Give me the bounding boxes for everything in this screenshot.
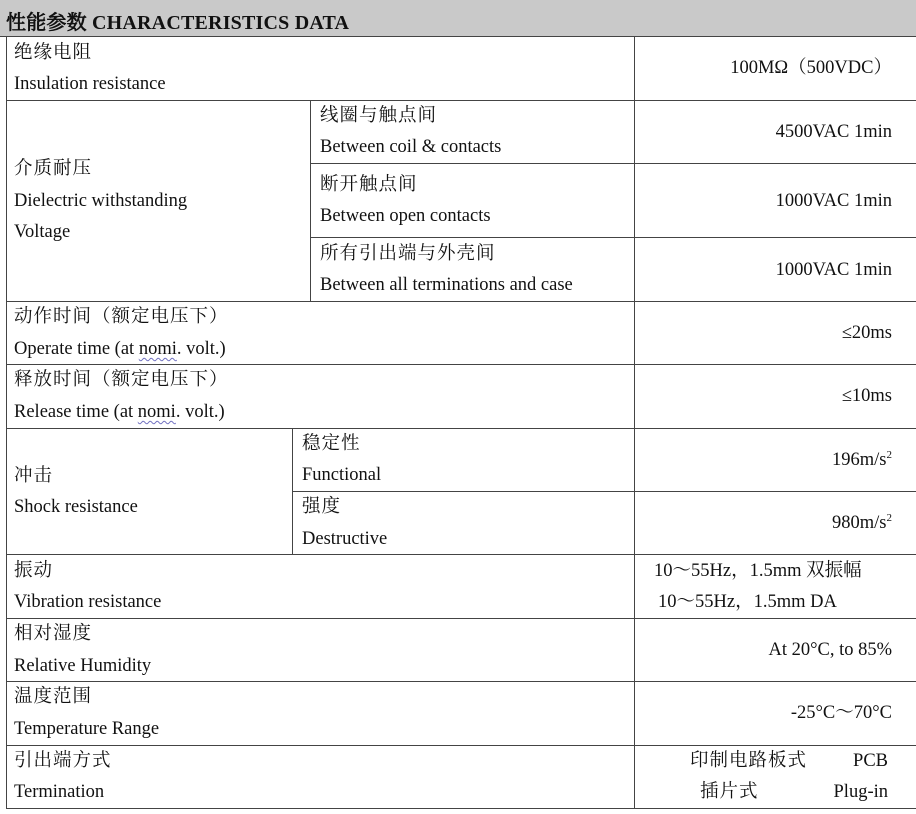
humidity-label-en: Relative Humidity bbox=[14, 656, 152, 676]
vibration-value: 10～55Hz，1.5mm 双振幅 bbox=[654, 561, 862, 581]
termination-option-en: Plug-in bbox=[833, 782, 888, 802]
row-divider bbox=[6, 745, 634, 746]
vibration-label-en: Vibration resistance bbox=[14, 592, 162, 612]
operate-label-en: Operate time (at nomi. volt.) bbox=[14, 339, 226, 359]
shock-sub-label-en: Destructive bbox=[302, 529, 388, 549]
humidity-label-zh: 相对湿度 bbox=[14, 624, 93, 644]
dielectric-sub-label-zh: 所有引出端与外壳间 bbox=[320, 244, 496, 264]
row-divider bbox=[6, 100, 634, 101]
termination-label-zh: 引出端方式 bbox=[14, 751, 112, 771]
release-label-en: Release time (at nomi. volt.) bbox=[14, 402, 225, 422]
dielectric-sub-label-zh: 断开触点间 bbox=[320, 175, 418, 195]
row-divider bbox=[6, 618, 634, 619]
dielectric-label-en-2: Voltage bbox=[14, 222, 71, 242]
dielectric-label-en: Dielectric withstanding bbox=[14, 191, 188, 211]
termination-option-zh: 插片式 bbox=[700, 782, 759, 802]
insulation-value: 100MΩ（500VDC） bbox=[730, 58, 892, 78]
column-divider bbox=[634, 36, 635, 809]
temperature-label-en: Temperature Range bbox=[14, 719, 160, 739]
operate-value: ≤20ms bbox=[841, 323, 892, 343]
row-divider bbox=[6, 554, 634, 555]
dielectric-sub-label-en: Between all terminations and case bbox=[320, 275, 573, 295]
row-divider bbox=[634, 428, 916, 429]
row-divider bbox=[634, 554, 916, 555]
humidity-value: At 20°C, to 85% bbox=[768, 640, 892, 660]
row-divider bbox=[634, 745, 916, 746]
row-divider bbox=[634, 681, 916, 682]
termination-label-en: Termination bbox=[14, 782, 105, 802]
row-divider bbox=[634, 808, 916, 809]
dielectric-sub-label-zh: 线圈与触点间 bbox=[320, 106, 438, 126]
table-title: 性能参数 CHARACTERISTICS DATA bbox=[6, 12, 350, 34]
shock-sub-value: $196m/s^2$ bbox=[832, 448, 892, 470]
shock-sub-label-en: Functional bbox=[302, 465, 382, 485]
dielectric-sub-label-en: Between open contacts bbox=[320, 206, 491, 226]
row-divider bbox=[310, 163, 634, 164]
insulation-label-zh: 绝缘电阻 bbox=[14, 43, 93, 63]
dielectric-sub-value: 4500VAC 1min bbox=[775, 122, 892, 142]
temperature-value: -25°C～70°C bbox=[790, 703, 892, 723]
row-divider bbox=[0, 36, 916, 37]
dielectric-sub-label-en: Between coil & contacts bbox=[320, 137, 502, 157]
row-divider bbox=[292, 491, 634, 492]
release-value: ≤10ms bbox=[841, 386, 892, 406]
row-divider bbox=[6, 681, 634, 682]
dielectric-sub-value: 1000VAC 1min bbox=[775, 191, 892, 211]
shock-sub-value: $980m/s^2$ bbox=[832, 511, 892, 533]
shock-sub-label-zh: 强度 bbox=[302, 497, 342, 517]
row-divider bbox=[6, 808, 634, 809]
vibration-value-2: 10～55Hz，1.5mm DA bbox=[658, 592, 837, 612]
termination-option-en: PCB bbox=[853, 751, 888, 771]
termination-option-zh: 印制电路板式 bbox=[690, 751, 808, 771]
insulation-label-en: Insulation resistance bbox=[14, 74, 166, 94]
operate-label-zh: 动作时间（额定电压下） bbox=[14, 307, 229, 327]
column-divider bbox=[6, 36, 7, 809]
shock-label-zh: 冲击 bbox=[14, 466, 54, 486]
row-divider bbox=[634, 491, 916, 492]
shock-label-en: Shock resistance bbox=[14, 497, 138, 517]
row-divider bbox=[6, 428, 634, 429]
column-divider bbox=[310, 100, 311, 301]
row-divider bbox=[6, 301, 634, 302]
row-divider bbox=[310, 237, 634, 238]
dielectric-sub-value: 1000VAC 1min bbox=[775, 260, 892, 280]
row-divider bbox=[634, 163, 916, 164]
column-divider bbox=[292, 428, 293, 554]
row-divider bbox=[6, 364, 634, 365]
temperature-label-zh: 温度范围 bbox=[14, 687, 93, 707]
row-divider bbox=[634, 237, 916, 238]
dielectric-label-zh: 介质耐压 bbox=[14, 159, 93, 179]
shock-sub-label-zh: 稳定性 bbox=[302, 434, 361, 454]
row-divider bbox=[634, 364, 916, 365]
row-divider bbox=[634, 618, 916, 619]
row-divider bbox=[634, 301, 916, 302]
row-divider bbox=[634, 100, 916, 101]
table-header bbox=[0, 0, 916, 36]
release-label-zh: 释放时间（额定电压下） bbox=[14, 370, 229, 390]
vibration-label-zh: 振动 bbox=[14, 561, 54, 581]
